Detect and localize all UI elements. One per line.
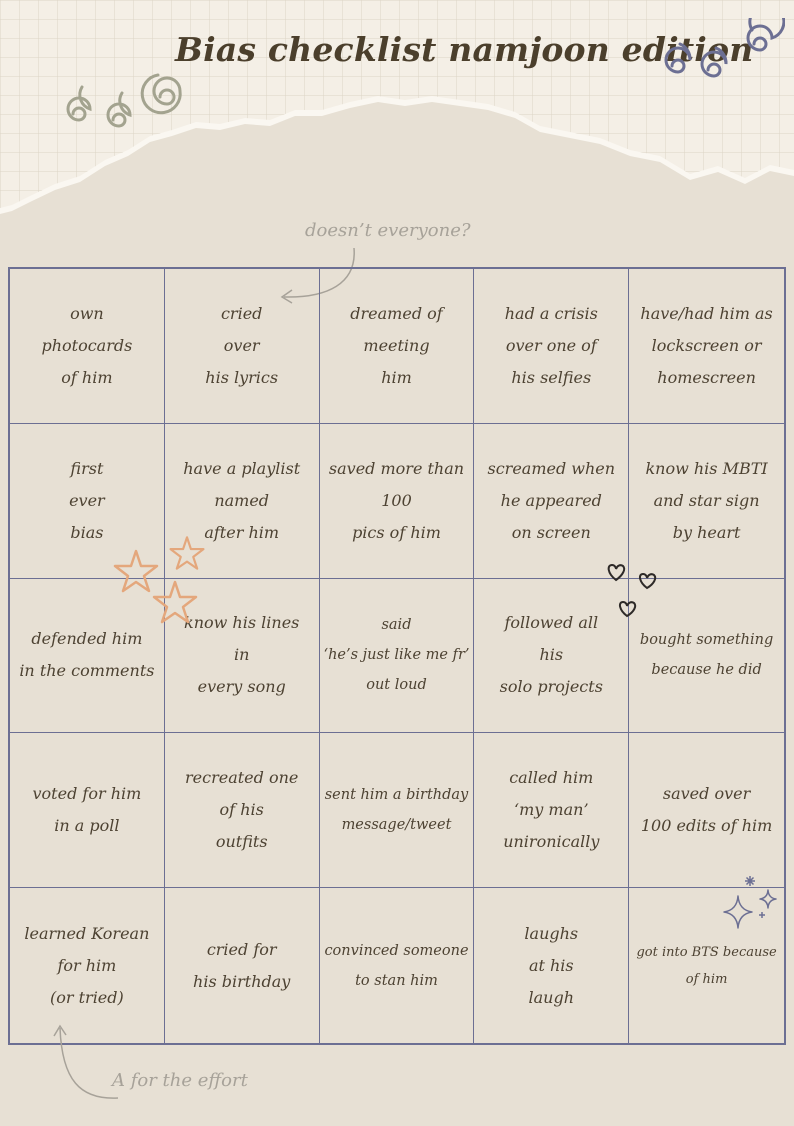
- bingo-cell[interactable]: cried over his lyrics: [165, 269, 320, 424]
- swirl-icon: [650, 18, 785, 93]
- bingo-cell[interactable]: recreated one of his outfits: [165, 733, 320, 888]
- annotation-top: doesn’t everyone?: [305, 220, 471, 241]
- swirl-icon: [55, 62, 195, 142]
- bingo-cell[interactable]: have a playlist named after him: [165, 424, 320, 579]
- bingo-cell[interactable]: said ‘he’s just like me fr’ out loud: [320, 579, 475, 734]
- bingo-cell[interactable]: laughs at his laugh: [474, 888, 629, 1043]
- bingo-cell[interactable]: first ever bias: [10, 424, 165, 579]
- star-icon: [168, 535, 206, 571]
- sparkle-icon: [720, 874, 782, 930]
- bingo-cell[interactable]: bought something because he did: [629, 579, 784, 734]
- bingo-cell[interactable]: voted for him in a poll: [10, 733, 165, 888]
- bingo-cell[interactable]: saved over 100 edits of him: [629, 733, 784, 888]
- bingo-cell[interactable]: saved more than 100 pics of him: [320, 424, 475, 579]
- star-icon: [151, 578, 199, 626]
- bingo-cell[interactable]: got into BTS because of him: [636, 944, 777, 987]
- heart-icon: [603, 560, 663, 622]
- bingo-grid: [8, 267, 786, 1045]
- bingo-cell[interactable]: own photocards of him: [10, 269, 165, 424]
- bingo-cell[interactable]: know his MBTI and star sign by heart: [629, 424, 784, 579]
- annotation-bottom: A for the effort: [112, 1070, 248, 1091]
- bingo-cell[interactable]: convinced someone to stan him: [320, 888, 475, 1043]
- arrow-icon: [50, 1020, 125, 1105]
- bingo-cell[interactable]: followed all his solo projects: [474, 579, 629, 734]
- bingo-cell[interactable]: screamed when he appeared on screen: [474, 424, 629, 579]
- bingo-cell[interactable]: called him ‘my man’ unironically: [474, 733, 629, 888]
- bingo-cell[interactable]: learned Korean for him (or tried): [10, 888, 165, 1043]
- page-title: Bias checklist namjoon edition: [175, 30, 754, 69]
- bingo-cell[interactable]: defended him in the comments: [10, 579, 165, 734]
- bingo-cell[interactable]: have/had him as lockscreen or homescreen: [629, 269, 784, 424]
- bingo-cell[interactable]: had a crisis over one of his selfies: [474, 269, 629, 424]
- bingo-cell[interactable]: sent him a birthday message/tweet: [320, 733, 475, 888]
- bingo-cell[interactable]: dreamed of meeting him: [320, 269, 475, 424]
- bingo-cell[interactable]: know his lines in every song: [165, 579, 320, 734]
- bingo-cell[interactable]: cried for his birthday: [165, 888, 320, 1043]
